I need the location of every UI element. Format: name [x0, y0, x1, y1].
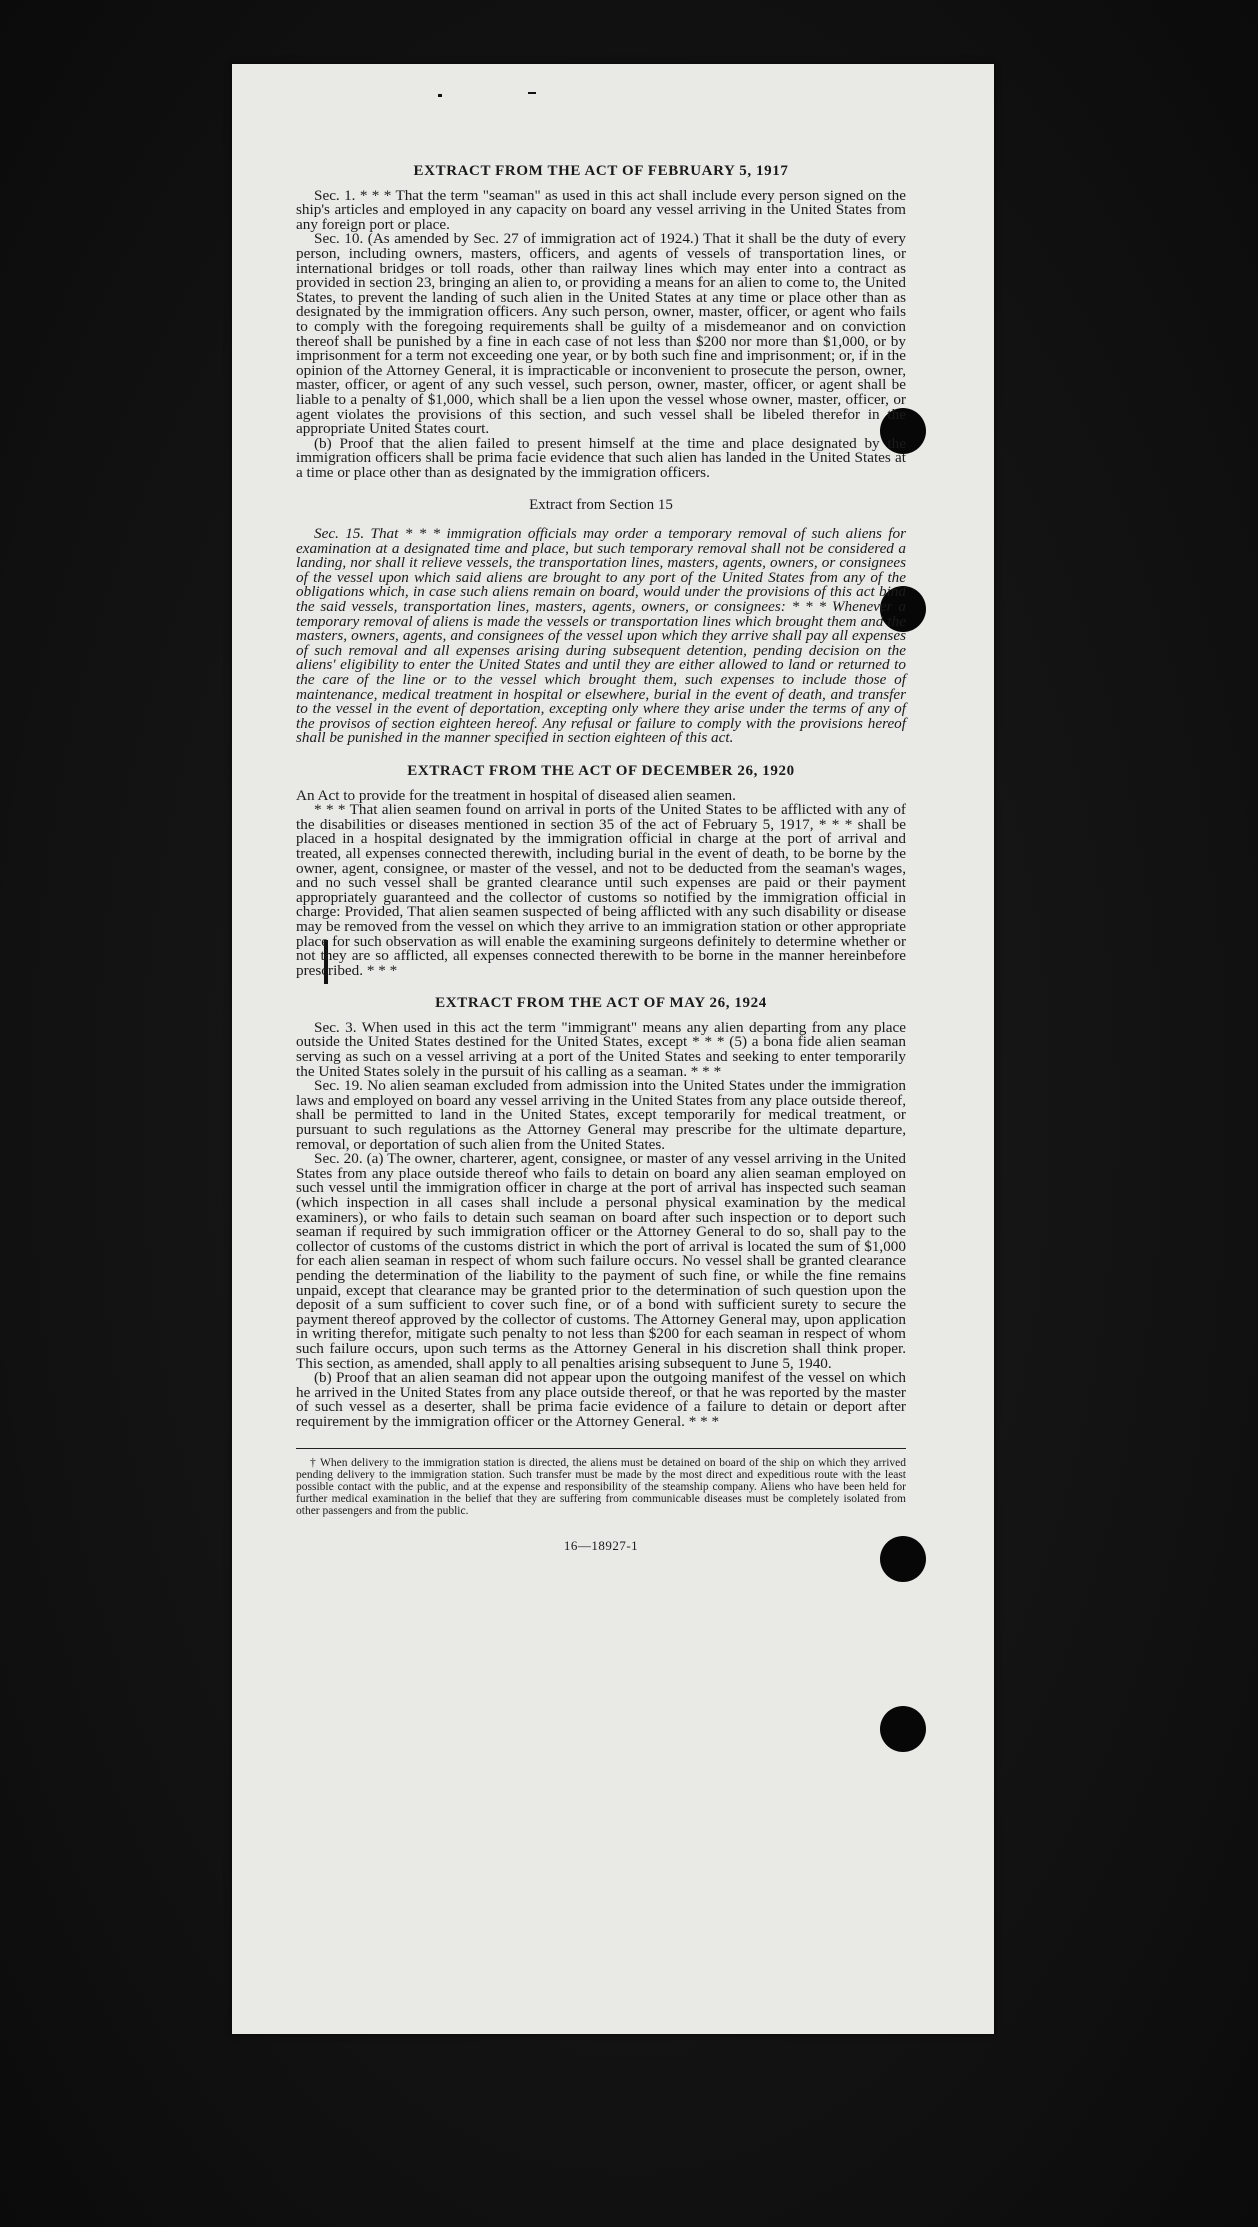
- section-heading: EXTRACT FROM THE ACT OF FEBRUARY 5, 1917: [413, 163, 789, 179]
- punch-hole-icon: [880, 1706, 926, 1752]
- paragraph: An Act to provide for the treatment in hospital of diseased alien seamen.: [296, 786, 736, 804]
- section-act-1920: [296, 764, 906, 978]
- paragraph: Sec. 20. (a) The owner, charterer, agent, consignee, or master of any vessel arriving in the United States from any place outside thereof who fails to detain on board any alien seaman employed on such vessel until the immigration officer in charge at the port of arrival has inspected such seaman (which inspection in all cases shall include a personal physical examination by the medical examiners), or who fails to detain such seaman on board after such inspection or to deport such seaman if required by such immigration officer or the Attorney General to do so, shall pay to the collector of customs of the customs district in which the port of arrival is located the sum of $1,000 for each alien seaman in respect of whom such failure occurs. No vessel shall be granted clearance pending the determination of the liability to the payment of such fine, or while the fine remains unpaid, except that clearance may be granted prior to the determination of such question upon the deposit of a sum sufficient to cover such fine, or of a bond with sufficient surety to secure the payment thereof approved by the collector of customs. The Attorney General may, upon application in writing therefor, mitigate such penalty to not less than $200 for each seaman in respect of whom such failure occurs, upon such terms as the Attorney General in his discretion shall think proper. This section, as amended, shall apply to all penalties arising subsequent to June 5, 1940.: [296, 1150, 906, 1372]
- speck-mark: [528, 92, 536, 94]
- section-act-1924: [296, 996, 906, 1429]
- paragraph: Sec. 3. When used in this act the term "immigrant" means any alien departing from any place outside the United States destined for the United States, except * * * (5) a bona fide alien seaman serving as such on a vessel arriving at a port of the United States and seeking to enter temporarily the United States solely in the pursuit of his calling as a seaman. * * *: [296, 1018, 906, 1080]
- document-text: [296, 164, 906, 1553]
- section-extract-15: [296, 498, 906, 746]
- footnote-divider: [296, 1448, 906, 1449]
- paragraph: * * * That alien seamen found on arrival in ports of the United States to be afflicted with any of the disabilities or diseases mentioned in section 35 of the act of February 5, 1917, * * * shall be placed in a hospital designated by the immigration official in charge at the port of arrival and treated, all expenses connected therewith, including burial in the event of death, to be borne by the owner, agent, consignee, or master of the vessel, and not to be deducted from the seaman's wages, and no such vessel shall be granted clearance until such expenses are paid or their payment appropriately guaranteed and the collector of customs so notified by the immigration official in charge: Provided, That alien seamen suspected of being afflicted with any such disability or disease may be removed from the vessel on which they arrive to an immigration station or other appropriate place for such observation as will enable the examining surgeons definitely to determine whether or not they are so afflicted, all expenses connected therewith to be borne in the manner hereinbefore prescribed. * * *: [296, 801, 906, 979]
- paragraph: Sec. 1. * * * That the term "seaman" as used in this act shall include every person signed on the ship's articles and employed in any capacity on board any vessel arriving in the United States from any foreign port or place.: [296, 186, 906, 233]
- paragraph: Sec. 19. No alien seaman excluded from admission into the United States under the immigration laws and employed on board any vessel arriving in the United States from any place outside thereof, shall be permitted to land in the United States, except temporarily for medical treatment, or pursuant to such regulations as the Attorney General may prescribe for the ultimate departure, removal, or deportation of such alien from the United States.: [296, 1077, 906, 1153]
- footnote: † When delivery to the immigration station is directed, the aliens must be detained on board of the ship on which they arrived pending delivery to the immigration station. Such transfer must be made by the most direct and expeditious route with the least possible contact with the public, and at the expense and responsibility of the steamship company. Aliens who have been held for further medical examination in the belief that they are suffering from communicable diseases must be completely isolated from other passengers and from the public.: [296, 1456, 906, 1517]
- section-act-1917: [296, 164, 906, 480]
- paragraph: Sec. 10. (As amended by Sec. 27 of immigration act of 1924.) That it shall be the duty of every person, including owners, masters, officers, and agents of vessels of transportation lines, or international bridges or toll roads, other than railway lines which may enter into a contract as provided in section 23, bringing an alien to, or providing a means for an alien to come to, the United States, to prevent the landing of such alien in the United States at any time or place other than as designated by the immigration officers. Any such person, owner, master, officer, or agent who fails to comply with the foregoing requirements shall be guilty of a misdemeanor and on conviction thereof shall be punished by a fine in each case of not less than $200 nor more than $1,000, or by imprisonment for a term not exceeding one year, or by both such fine and imprisonment; or, if in the opinion of the Attorney General, it is impracticable or inconvenient to prosecute the person, owner, master, officer, or agent of any such vessel, such person, owner, master, officer, or agent shall be liable to a penalty of $1,000, which shall be a lien upon the vessel whose owner, master, officer, or agent violates the provisions of this section, and such vessel shall be libeled therefor in the appropriate United States court.: [296, 230, 906, 438]
- paragraph-italic: Sec. 15. That * * * immigration officials may order a temporary removal of such aliens for examination at a designated time and place, but such temporary removal shall not be considered a landing, nor shall it relieve vessels, the transportation lines, masters, agents, owners, or consignees of the vessel upon which said aliens are brought to any port of the United States from any of the obligations which, in case such aliens remain on board, would under the provisions of this act bind the said vessels, transportation lines, masters, agents, owners, or consignees: * * * Whenever a temporary removal of aliens is made the vessels or transportation lines which brought them and the masters, owners, agents, and consignees of the vessel upon which they arrive shall pay all expenses of such removal and all expenses arising during subsequent detention, pending decision on the aliens' eligibility to enter the United States and until they are either allowed to land or returned to the care of the line or to the vessel which brought them, such expenses to include those of maintenance, medical treatment in hospital or elsewhere, burial in the event of death, and transfer to the vessel in the event of deportation, excepting only where they arise under the terms of any of the provisos of section eighteen hereof. Any refusal or failure to comply with the provisions hereof shall be punished in the manner specified in section eighteen of this act.: [296, 525, 906, 747]
- form-number: 16—18927-1: [563, 1537, 639, 1553]
- paragraph: (b) Proof that the alien failed to present himself at the time and place designated by the immigration officers shall be prima facie evidence that such alien has landed in the United States at a time or place other than as designated by the immigration officers.: [296, 434, 906, 481]
- speck-mark: [438, 94, 442, 97]
- document-page: [232, 64, 994, 2034]
- section-subheading: Extract from Section 15: [529, 497, 673, 514]
- paragraph: (b) Proof that an alien seaman did not appear upon the outgoing manifest of the vessel on which he arrived in the United States from any place outside thereof, or that he was reported by the master of such vessel as a deserter, shall be prima facie evidence of a failure to detain or deport after requirement by the immigration officer or the Attorney General. * * *: [296, 1369, 906, 1430]
- section-heading: EXTRACT FROM THE ACT OF DECEMBER 26, 1920: [407, 762, 795, 779]
- section-heading: EXTRACT FROM THE ACT OF MAY 26, 1924: [435, 995, 767, 1012]
